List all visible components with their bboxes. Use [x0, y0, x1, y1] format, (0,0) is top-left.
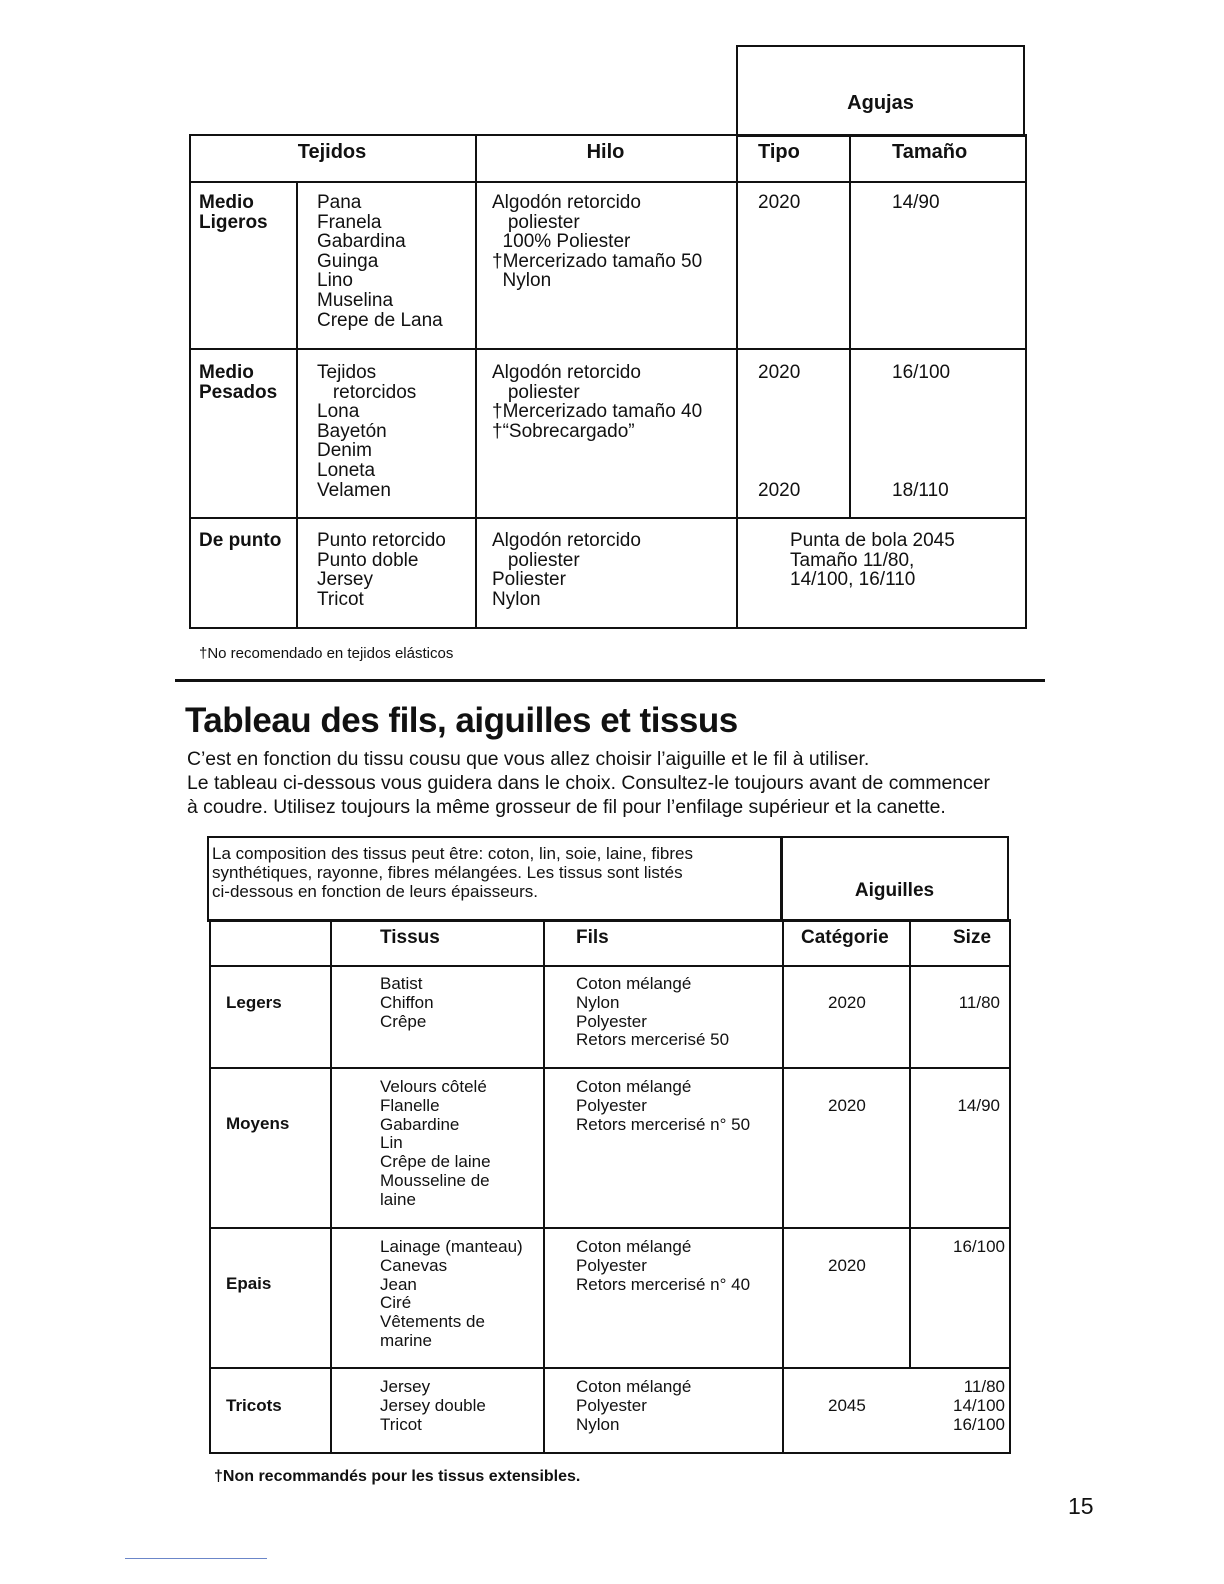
- aiguilles-header: Aiguilles: [854, 880, 935, 901]
- fr-row-category: Tricots: [226, 1396, 282, 1415]
- size-header: Size: [953, 927, 992, 948]
- fr-row-category: Legers: [226, 993, 282, 1012]
- es-row-tipo: 2020: [758, 362, 801, 383]
- composition-note: La composition des tissus peut être: coton, lin, soie, laine, fibres synthétiques, rayonne, fibres mélangées. Les tissus sont listés ci-dessous en fonction de leurs épaisseurs.: [212, 844, 693, 901]
- section-intro: C’est en fonction du tissu cousu que vous allez choisir l’aiguille et le fil à utiliser. Le tableau ci-dessous vous guidera dans le choix. Consultez-le toujours avant de commencer à coudre. Utilisez toujours la même grosseur de fil pour l’enfilage supérieur et la canette.: [187, 748, 991, 818]
- agujas-header: Agujas: [847, 92, 914, 114]
- tissus-header: Tissus: [380, 927, 440, 948]
- fils-header: Fils: [576, 927, 609, 948]
- es-row-tipo: 2020: [758, 192, 801, 213]
- es-row-tamano: 14/90: [892, 192, 940, 213]
- fr-row-size: 14/90: [957, 1096, 1000, 1115]
- fr-row-threads: Coton mélangé Polyester Retors mercerisé n° 40: [576, 1237, 751, 1294]
- fr-row-categorie: 2020: [828, 993, 866, 1012]
- es-row-fabrics: Punto retorcido Punto doble Jersey Tricot: [317, 530, 446, 610]
- es-row-category: De punto: [199, 530, 282, 551]
- tejidos-header: Tejidos: [297, 141, 367, 163]
- bottom-rule: [125, 1558, 267, 1559]
- es-row-category: Medio Pesados: [199, 362, 278, 403]
- aiguilles-header-box: [780, 836, 1009, 922]
- fr-row-threads: Coton mélangé Polyester Nylon: [576, 1377, 692, 1434]
- fr-row-fabrics: Jersey Jersey double Tricot: [380, 1377, 486, 1434]
- fr-row-fabrics: Batist Chiffon Crêpe: [380, 974, 434, 1031]
- fr-row-fabrics: Velours côtelé Flanelle Gabardine Lin Crêpe de laine Mousseline de laine: [380, 1077, 491, 1209]
- es-row-thread: Algodón retorcido poliester †Mercerizado tamaño 40 †“Sobrecargado”: [492, 362, 703, 442]
- fr-row-size: 16/100: [953, 1237, 1005, 1256]
- fr-row-size: 11/80: [958, 993, 1000, 1012]
- es-row-needles: Punta de bola 2045 Tamaño 11/80, 14/100, 16/110: [790, 530, 955, 591]
- page-number: 15: [1068, 1493, 1094, 1519]
- tamano-header: Tamaño: [892, 141, 968, 163]
- tipo-header: Tipo: [758, 141, 800, 163]
- section-title: Tableau des fils, aiguilles et tissus: [185, 701, 738, 740]
- fr-row-threads: Coton mélangé Nylon Polyester Retors mercerisé 50: [576, 974, 730, 1050]
- categorie-header: Catégorie: [801, 927, 889, 948]
- fr-row-categorie: 2020: [828, 1096, 866, 1115]
- fr-row-fabrics: Lainage (manteau) Canevas Jean Ciré Vêtements de marine: [380, 1237, 523, 1350]
- es-footnote: †No recomendado en tejidos elásticos: [199, 645, 454, 662]
- es-row-tamano-2: 18/110: [892, 480, 949, 501]
- fr-row-category: Epais: [226, 1274, 272, 1293]
- es-row-tipo-2: 2020: [758, 480, 801, 501]
- es-row-thread: Algodón retorcido poliester 100% Poliester †Mercerizado tamaño 50 Nylon: [492, 192, 703, 292]
- fr-row-categorie: 2045: [828, 1396, 866, 1415]
- hilo-header: Hilo: [586, 141, 625, 163]
- fr-row-categorie: 2020: [828, 1256, 866, 1275]
- es-row-category: Medio Ligeros: [199, 192, 268, 233]
- fr-footnote: †Non recommandés pour les tissus extensibles.: [214, 1468, 581, 1485]
- fr-row-category: Moyens: [226, 1114, 290, 1133]
- es-row-thread: Algodón retorcido poliester Poliester Nylon: [492, 530, 641, 610]
- fr-row-threads: Coton mélangé Polyester Retors mercerisé n° 50: [576, 1077, 751, 1134]
- es-row-tamano: 16/100: [892, 362, 951, 383]
- es-row-fabrics: Pana Franela Gabardina Guinga Lino Muselina Crepe de Lana: [317, 192, 443, 331]
- es-row-fabrics: Tejidos retorcidos Lona Bayetón Denim Loneta Velamen: [317, 362, 417, 501]
- fr-row-size: 11/80 14/100 16/100: [953, 1377, 1005, 1434]
